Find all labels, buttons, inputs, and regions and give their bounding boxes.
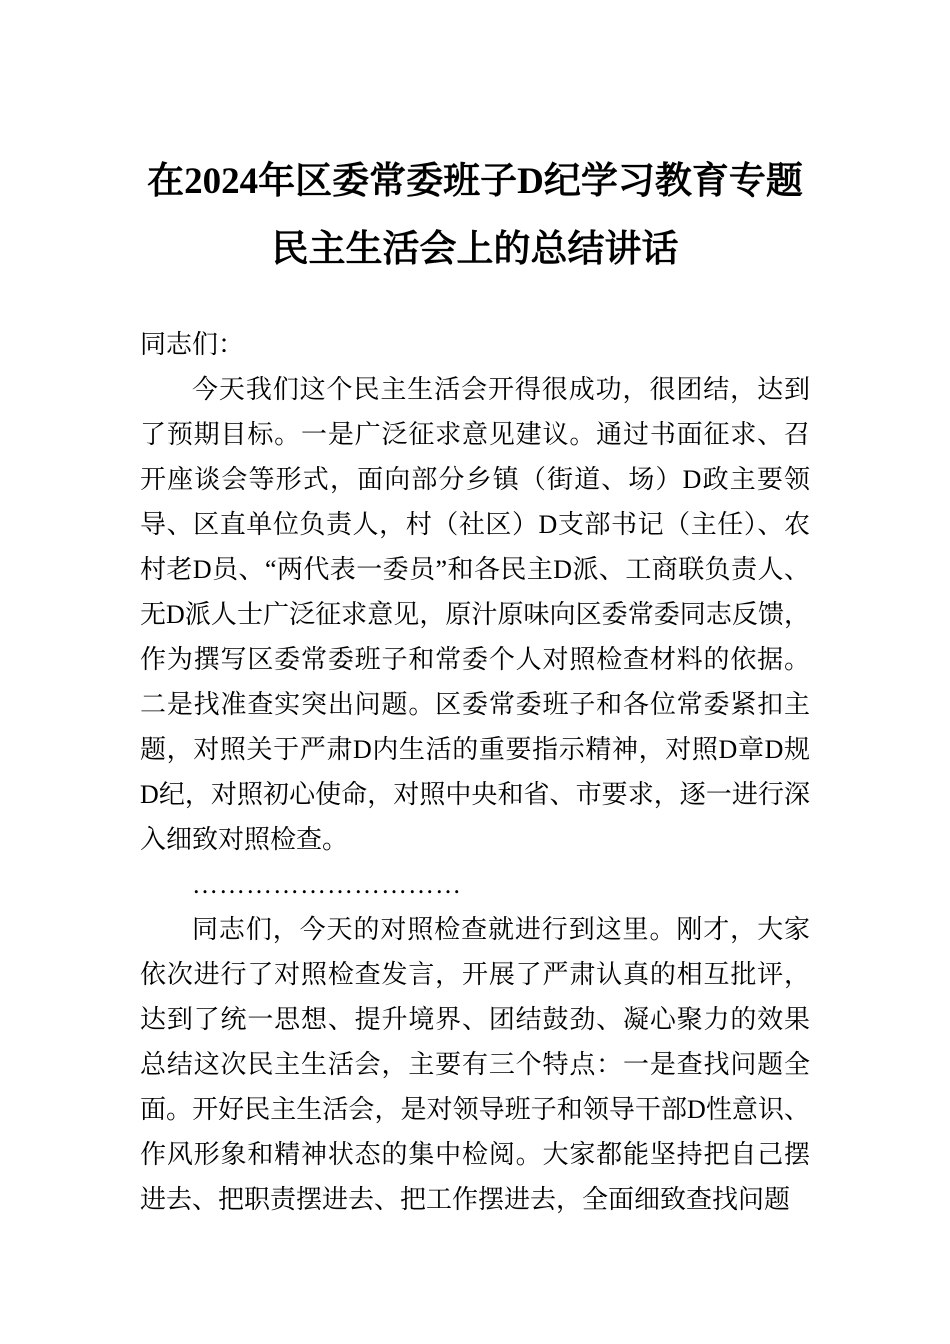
document-body xyxy=(140,322,810,1222)
paragraph-salutation: 同志们： xyxy=(140,330,245,359)
paragraph-body-1: 今天我们这个民主生活会开得很成功，很团结，达到了预期目标。一是广泛征求意见建议。通过书面征求、召开座谈会等形式，面向部分乡镇（街道、场）D政主要领导、区直单位负责人，村（社区）D支部书记（主任）、农村老D员、“两代表一委员”和各民主D派、工商联负责人、无D派人士广泛征求意见，原汁原味向区委常委同志反馈，作为撰写区委常委班子和常委个人对照检查材料的依据。二是找准查实突出问题。区委常委班子和各位常委紧扣主题，对照关于严肃D内生活的重要指示精神，对照D章D规D纪，对照初心使命，对照中央和省、市要求，逐一进行深入细致对照检查。 xyxy=(140,375,810,854)
paragraph-ellipsis: ………………………… xyxy=(192,870,462,899)
document-title xyxy=(140,148,810,284)
document-title-line-1: 在2024年区委常委班子D纪学习教育专题 xyxy=(147,161,803,202)
document-title-line-2: 民主生活会上的总结讲话 xyxy=(271,229,679,270)
paragraph-body-2: 同志们，今天的对照检查就进行到这里。刚才，大家依次进行了对照检查发言，开展了严肃认真的相互批评，达到了统一思想、提升境界、团结鼓劲、凝心聚力的效果总结这次民主生活会，主要有三个特点：一是查找问题全面。开好民主生活会，是对领导班子和领导干部D性意识、作风形象和精神状态的集中检阅。大家都能坚持把自己摆进去、把职责摆进去、把工作摆进去，全面细致查找问题 xyxy=(140,915,810,1214)
